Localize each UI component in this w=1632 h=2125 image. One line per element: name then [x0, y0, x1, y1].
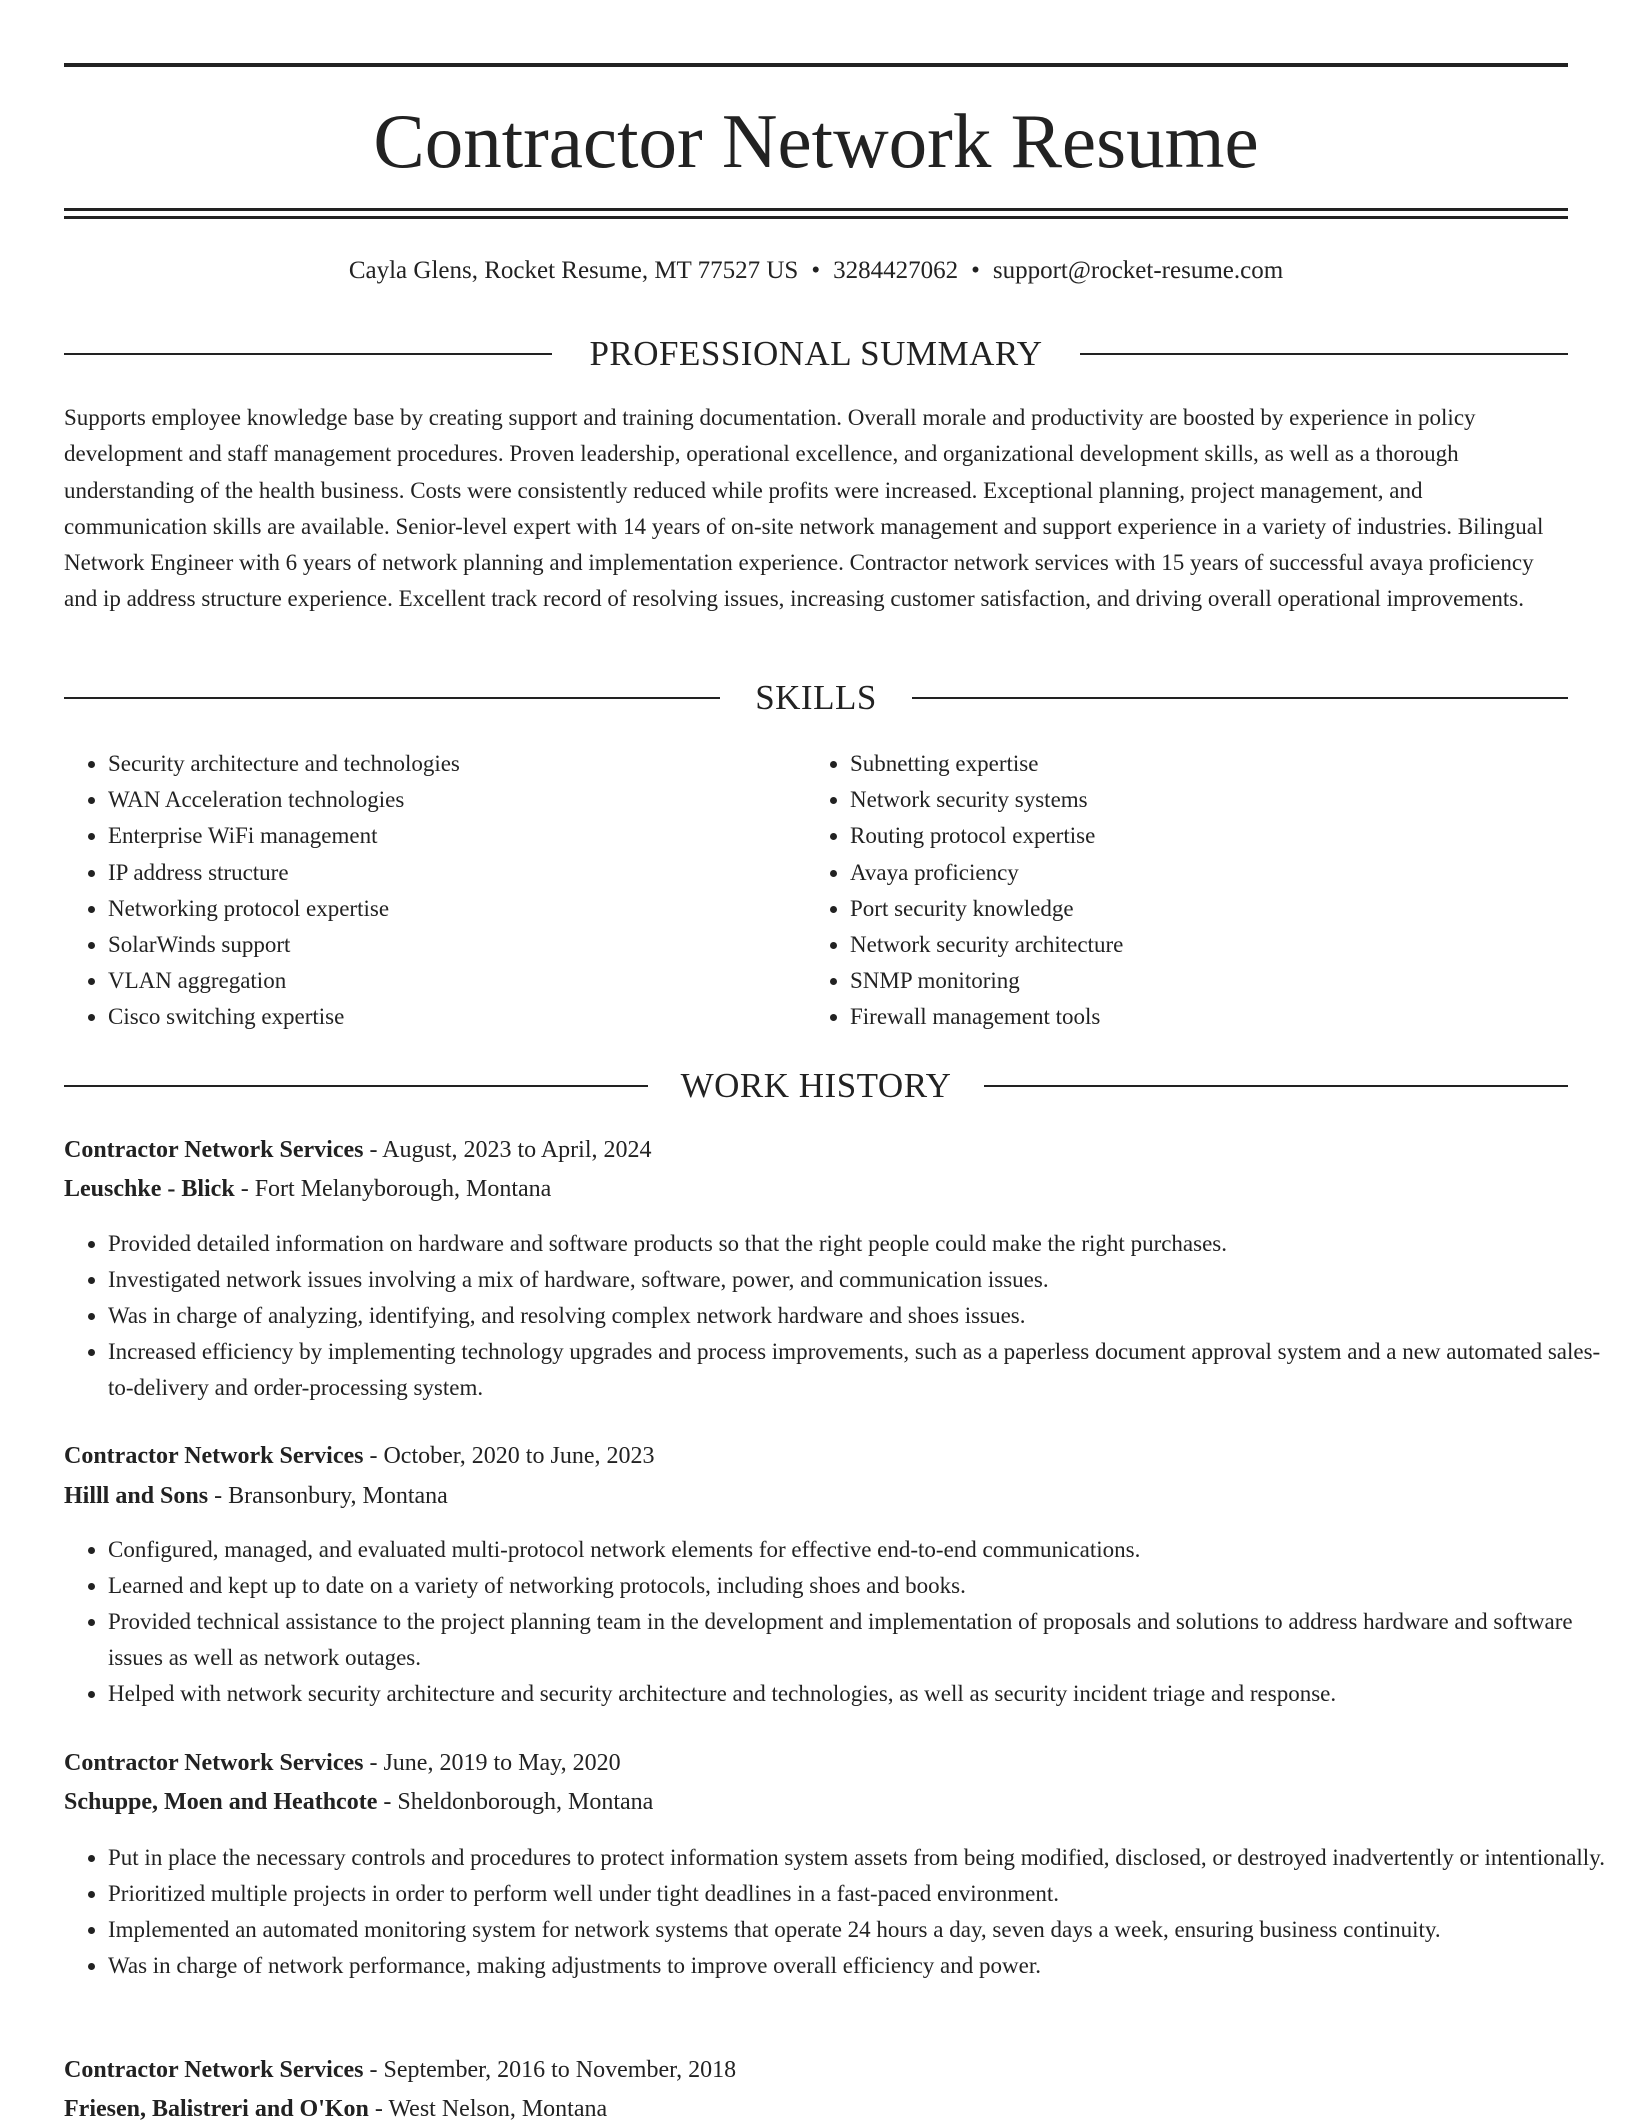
skill-item: • VLAN aggregation [108, 963, 808, 999]
job-role: Contractor Network Services [64, 1137, 364, 1163]
job-role-line: Contractor Network Services - June, 2019 to May, 2020 [64, 1750, 621, 1776]
job-role-line: Contractor Network Services - September, 2016 to November, 2018 [64, 2057, 737, 2083]
title-rule-upper [64, 208, 1568, 211]
skills-column-left [64, 746, 808, 1036]
job-location: Sheldonborough, Montana [397, 1789, 654, 1815]
job-bullet: • Was in charge of analyzing, identifying, and resolving complex network hardware and shoes issues. [108, 1298, 1612, 1334]
job-bullet: • Implemented an automated monitoring system for network systems that operate 24 hours a day, seven days a week, ensuring business continuity. [108, 1912, 1612, 1948]
skill-item: • Network security architecture [850, 927, 1550, 963]
contact-separator: • [971, 257, 980, 284]
contact-email: support@rocket-resume.com [992, 257, 1284, 284]
job-bullets [64, 1840, 1612, 1984]
job-company: Hilll and Sons [64, 1483, 209, 1509]
job-company: Friesen, Balistreri and O'Kon [64, 2096, 369, 2122]
skills-heading: SKILLS [755, 678, 877, 717]
skill-item: • Cisco switching expertise [108, 999, 808, 1035]
job-bullet: • Put in place the necessary controls and procedures to protect information system assets from being modified, disclosed, or destroyed inadvertently or intentionally. [108, 1840, 1612, 1876]
job-role-line: Contractor Network Services - October, 2020 to June, 2023 [64, 1443, 655, 1469]
job-location: Fort Melanyborough, Montana [254, 1176, 552, 1202]
skills-section-heading [64, 678, 1568, 718]
summary-heading: PROFESSIONAL SUMMARY [589, 334, 1043, 373]
summary-text: Supports employee knowledge base by creating support and training documentation. Overall morale and productivity are boosted by experience in policy development and staff management procedures. Proven leadership, operational excellence, and organizational development skills, as well as a thorough understanding of the health business. Costs were consistently reduced while profits were increased. Exceptional planning, project management, and communication skills are available. Senior-level expert with 14 years of on-site network management and support experience in a variety of industries. Bilingual Network Engineer with 6 years of network planning and implementation experience. Contractor network services with 15 years of successful avaya proficiency and ip address structure experience. Excellent track record of resolving issues, increasing customer satisfaction, and driving overall operational improvements. [64, 405, 1544, 612]
job-dates: September, 2016 to November, 2018 [383, 2057, 737, 2083]
contact-line [64, 255, 1568, 287]
skill-item: • Firewall management tools [850, 999, 1550, 1035]
job-company-line: Schuppe, Moen and Heathcote - Sheldonborough, Montana [64, 1789, 654, 1815]
job-role: Contractor Network Services [64, 2057, 364, 2083]
job-bullet: • Was in charge of network performance, making adjustments to improve overall efficiency and power. [108, 1948, 1612, 1984]
summary-section-heading [64, 334, 1568, 374]
skill-item: • Routing protocol expertise [850, 818, 1550, 854]
job-company-line: Leuschke - Blick - Fort Melanyborough, Montana [64, 1176, 552, 1202]
job-bullets [64, 1226, 1612, 1406]
job-dates: August, 2023 to April, 2024 [382, 1137, 652, 1163]
skill-item: • WAN Acceleration technologies [108, 782, 808, 818]
job-location: West Nelson, Montana [388, 2096, 608, 2122]
contact-separator: • [811, 257, 821, 284]
job-bullet: • Investigated network issues involving a mix of hardware, software, power, and communication issues. [108, 1262, 1612, 1298]
title-rule-lower [64, 216, 1568, 219]
skill-item: • Subnetting expertise [850, 746, 1550, 782]
work-heading: WORK HISTORY [680, 1066, 952, 1105]
job-role: Contractor Network Services [64, 1750, 364, 1776]
skill-item: • Security architecture and technologies [108, 746, 808, 782]
skill-item: • IP address structure [108, 855, 808, 891]
job-bullet: • Provided detailed information on hardware and software products so that the right people could make the right purchases. [108, 1226, 1612, 1262]
skills-column-right [806, 746, 1550, 1036]
work-section-heading [64, 1066, 1568, 1106]
job-company-line: Friesen, Balistreri and O'Kon - West Nelson, Montana [64, 2096, 608, 2122]
job-bullet: • Increased efficiency by implementing technology upgrades and process improvements, such as a paperless document approval system and a new automated sales-to-delivery and order-processing system. [108, 1334, 1612, 1406]
contact-phone: 3284427062 [833, 257, 959, 284]
job-bullets [64, 1532, 1612, 1712]
job-role: Contractor Network Services [64, 1443, 364, 1469]
job-company: Schuppe, Moen and Heathcote [64, 1789, 378, 1815]
resume-title: Contractor Network Resume [373, 98, 1259, 184]
skill-item: • Avaya proficiency [850, 855, 1550, 891]
job-bullet: • Learned and kept up to date on a variety of networking protocols, including shoes and books. [108, 1568, 1612, 1604]
job-location: Bransonbury, Montana [228, 1483, 448, 1509]
skill-item: • SolarWinds support [108, 927, 808, 963]
job-bullet: • Helped with network security architecture and security architecture and technologies, as well as security incident triage and response. [108, 1676, 1612, 1712]
skill-item: • Network security systems [850, 782, 1550, 818]
job-dates: June, 2019 to May, 2020 [383, 1750, 621, 1776]
job-role-line: Contractor Network Services - August, 2023 to April, 2024 [64, 1137, 652, 1163]
job-company-line: Hilll and Sons - Bransonbury, Montana [64, 1483, 448, 1509]
job-company: Leuschke - Blick [64, 1176, 235, 1202]
contact-address: Cayla Glens, Rocket Resume, MT 77527 US [348, 257, 799, 284]
job-dates: October, 2020 to June, 2023 [383, 1443, 655, 1469]
skill-item: • Port security knowledge [850, 891, 1550, 927]
skill-item: • Enterprise WiFi management [108, 818, 808, 854]
skill-item: • SNMP monitoring [850, 963, 1550, 999]
job-bullet: • Configured, managed, and evaluated multi-protocol network elements for effective end-to-end communications. [108, 1532, 1612, 1568]
top-rule [64, 63, 1568, 67]
skill-item: • Networking protocol expertise [108, 891, 808, 927]
job-bullet: • Provided technical assistance to the project planning team in the development and implementation of proposals and solutions to address hardware and software issues as well as network outages. [108, 1604, 1612, 1676]
job-bullet: • Prioritized multiple projects in order to perform well under tight deadlines in a fast-paced environment. [108, 1876, 1612, 1912]
